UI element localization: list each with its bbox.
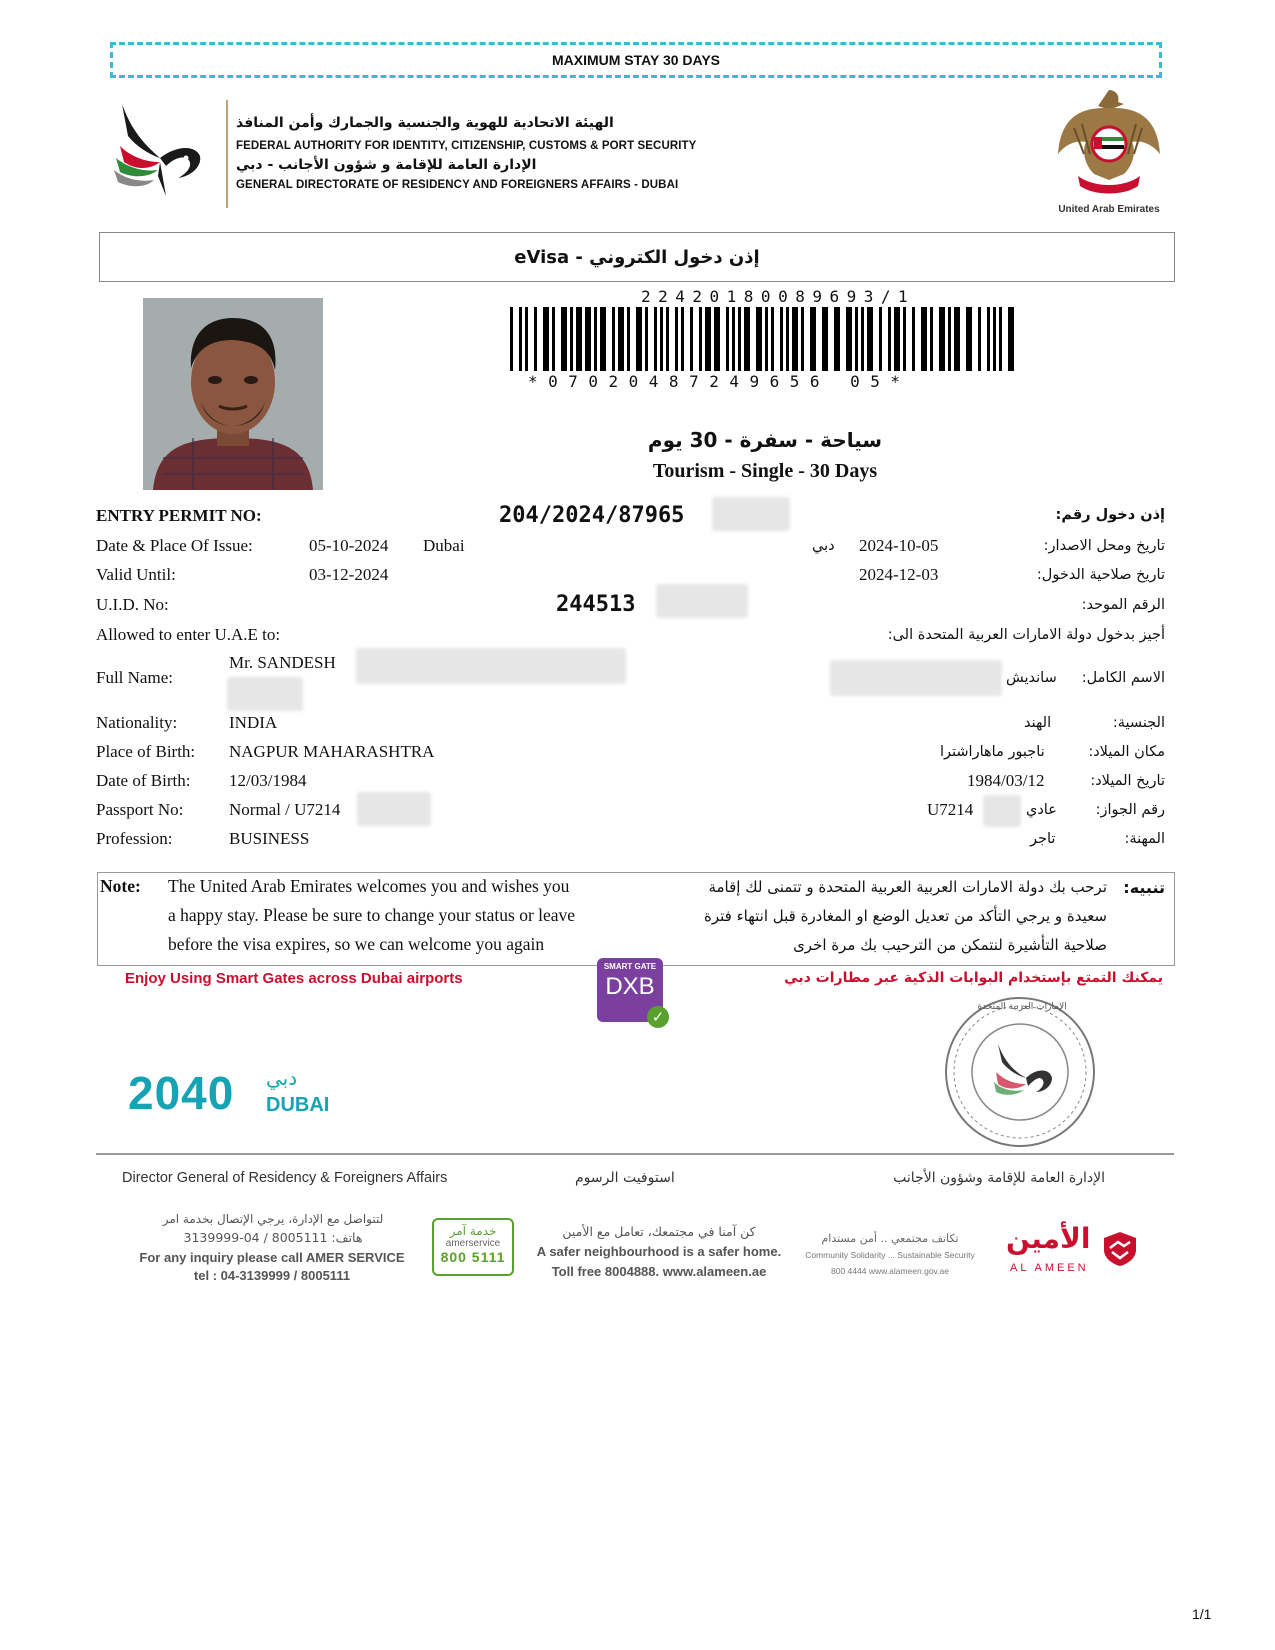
redaction	[357, 792, 431, 826]
director-general-label: Director General of Residency & Foreigners Affairs	[122, 1170, 448, 1186]
entry-permit-number: 204/2024/87965	[499, 503, 685, 528]
barcode-bar	[921, 307, 927, 371]
barcode-bar	[585, 307, 591, 371]
alameen-logo-ar: الأمين	[1006, 1222, 1091, 1255]
visa-type-en: Tourism - Single - 30 Days	[652, 460, 878, 482]
barcode-bar	[948, 307, 951, 371]
uae-emblem-icon	[1054, 84, 1164, 200]
redaction	[356, 648, 626, 684]
stamp-text: الإمارات العربية المتحدة	[977, 1002, 1067, 1012]
barcode-bar	[861, 307, 864, 371]
full-name-value-ar: سانديش	[1006, 670, 1057, 686]
note-ar-line: سعيدة و يرجي التأكد من تعديل الوضع او المغادرة قبل انتهاء فترة	[703, 907, 1107, 925]
amer-logo-en: amerservice	[445, 1238, 501, 1249]
nationality-label-ar: الجنسية:	[1112, 715, 1165, 731]
visa-type-ar: سياحة - سفرة - 30 يوم	[647, 428, 883, 452]
barcode-bar	[570, 307, 573, 371]
official-stamp	[942, 994, 1098, 1150]
note-en-line: a happy stay. Please be sure to change your status or leave	[168, 905, 576, 925]
max-stay-banner: MAXIMUM STAY 30 DAYS	[110, 42, 1162, 78]
barcode-bar	[939, 307, 945, 371]
full-name-label-ar: الاسم الكامل:	[1081, 670, 1165, 686]
barcode-bar	[999, 307, 1002, 371]
barcode-bar	[993, 307, 996, 371]
passport-type-ar: عادي	[1026, 802, 1057, 818]
barcode-bar	[612, 307, 615, 371]
issue-date-ar: 2024-10-05	[859, 536, 939, 555]
full-name-label: Full Name:	[96, 668, 173, 687]
amer-service-logo	[432, 1218, 514, 1276]
barcode-bar	[744, 307, 750, 371]
birth-place-label: Place of Birth:	[96, 742, 196, 761]
redaction	[656, 584, 748, 618]
entry-permit-label-ar: إذن دخول رقم:	[1055, 507, 1165, 523]
barcode-bar	[627, 307, 630, 371]
barcode-bar	[675, 307, 678, 371]
uid-number: 244513	[556, 592, 636, 617]
alameen-en-line1: A safer neighbourhood is a safer home.	[536, 1244, 782, 1259]
nationality-label: Nationality:	[96, 713, 178, 732]
passport-number-ar: U7214	[927, 800, 974, 819]
header-ar-line2: الإدارة العامة للإقامة و شؤون الأجانب - دبي	[236, 157, 537, 173]
dob-value-ar: 1984/03/12	[967, 771, 1045, 790]
barcode-bar	[903, 307, 906, 371]
note-en-line: before the visa expires, so we can welcome you again	[168, 934, 545, 954]
barcode-bar	[618, 307, 624, 371]
alameen-logo-en: AL AMEEN	[1010, 1262, 1089, 1274]
dob-label-ar: تاريخ الميلاد:	[1090, 773, 1165, 789]
barcode-bar	[954, 307, 960, 371]
smart-gate-badge-top: SMART GATE	[603, 962, 657, 971]
barcode-bar	[855, 307, 858, 371]
barcode-bar	[732, 307, 735, 371]
redaction	[227, 677, 303, 711]
emblem-caption: United Arab Emirates	[1058, 204, 1160, 215]
barcode-bar	[738, 307, 741, 371]
barcode-bar	[510, 307, 513, 371]
barcode-bar	[699, 307, 702, 371]
alameen-en-line2: Toll free 8004888. www.alameen.ae	[551, 1264, 767, 1279]
note-ar-line: صلاحية التأشيرة لنتمكن من الترحيب بك مرة اخرى	[793, 936, 1107, 954]
smart-gates-en: Enjoy Using Smart Gates across Dubai airports	[125, 970, 463, 987]
valid-date-ar: 2024-12-03	[859, 565, 939, 584]
passport-label-ar: رقم الجواز:	[1095, 802, 1165, 818]
header-ar-line1: الهيئة الاتحادية للهوية والجنسية والجمارك وأمن المنافذ	[236, 115, 614, 131]
note-en-line: The United Arab Emirates welcomes you and wishes you	[168, 876, 570, 896]
barcode-bar	[543, 307, 549, 371]
barcode-bar	[930, 307, 933, 371]
note-label-ar: تنبيه:	[1123, 878, 1165, 897]
birth-place-value: NAGPUR MAHARASHTRA	[229, 742, 435, 761]
barcode-bar	[726, 307, 729, 371]
barcode-bar	[525, 307, 528, 371]
allowed-label: Allowed to enter U.A.E to:	[96, 625, 281, 644]
barcode-bar	[792, 307, 798, 371]
solidarity-ar: تكاتف مجتمعي .. أمن مستدام	[821, 1232, 959, 1245]
barcode-bar	[867, 307, 873, 371]
entry-permit-label: ENTRY PERMIT NO:	[96, 506, 262, 525]
dob-value: 12/03/1984	[229, 771, 307, 790]
issue-place-ar: دبي	[812, 538, 835, 554]
barcode-bar	[660, 307, 663, 371]
barcode-bar	[879, 307, 882, 371]
uid-label-ar: الرقم الموحد:	[1081, 597, 1165, 613]
dob-label: Date of Birth:	[96, 771, 191, 790]
issue-date: 05-10-2024	[309, 536, 389, 555]
barcode-bar	[810, 307, 816, 371]
valid-date: 03-12-2024	[309, 565, 389, 584]
barcode-bar	[519, 307, 522, 371]
barcode-bar	[822, 307, 828, 371]
barcode-bar	[771, 307, 774, 371]
header-en-line2: GENERAL DIRECTORATE OF RESIDENCY AND FOREIGNERS AFFAIRS - DUBAI	[236, 179, 679, 191]
uid-label: U.I.D. No:	[96, 595, 169, 614]
redaction	[983, 795, 1021, 827]
applicant-photo	[143, 298, 323, 490]
amer-ar-line1: لتتواصل مع الإدارة، يرجي الإتصال بخدمة امر	[162, 1212, 384, 1226]
issue-label: Date & Place Of Issue:	[96, 536, 253, 555]
smart-gates-ar: يمكنك التمتع بإستخدام البوابات الذكية عبر مطارات دبي	[784, 970, 1163, 986]
header-en-line1: FEDERAL AUTHORITY FOR IDENTITY, CITIZENSHIP, CUSTOMS & PORT SECURITY	[236, 140, 697, 152]
barcode-bar	[1008, 307, 1014, 371]
barcode-bar	[534, 307, 537, 371]
barcode-bar	[987, 307, 990, 371]
ica-falcon-logo	[100, 96, 220, 206]
directorate-label-ar: الإدارة العامة للإقامة وشؤون الأجانب	[893, 1170, 1105, 1186]
barcode-bar	[714, 307, 720, 371]
barcode-bar	[690, 307, 693, 371]
dubai-2040-number: 2040	[128, 1067, 235, 1119]
barcode-bar	[978, 307, 981, 371]
barcode-bar	[705, 307, 711, 371]
nationality-value: INDIA	[229, 713, 278, 732]
barcode-bar	[894, 307, 900, 371]
profession-label-ar: المهنة:	[1124, 831, 1165, 847]
barcode-bar	[594, 307, 597, 371]
barcode	[508, 307, 1018, 371]
barcode-bar	[654, 307, 657, 371]
barcode-top-number: 22420180089693/1	[641, 287, 916, 306]
barcode-bottom-number: *07020487249656 05*	[528, 372, 911, 391]
header-divider	[226, 100, 228, 208]
issue-label-ar: تاريخ ومحل الاصدار:	[1043, 538, 1165, 554]
barcode-bar	[756, 307, 762, 371]
barcode-bar	[834, 307, 840, 371]
barcode-bar	[912, 307, 915, 371]
barcode-bar	[552, 307, 555, 371]
fees-paid-label: استوفيت الرسوم	[575, 1170, 675, 1186]
barcode-bar	[786, 307, 789, 371]
note-ar-line: ترحب بك دولة الامارات العربية العربية المتحدة و تتمنى لك إقامة	[708, 878, 1107, 896]
smart-gate-dxb-badge	[597, 958, 665, 1026]
alameen-handshake-icon	[1100, 1228, 1140, 1268]
redaction	[830, 660, 1002, 696]
amer-en-line1: For any inquiry please call AMER SERVICE	[139, 1250, 405, 1265]
amer-logo-number: 800 5111	[440, 1249, 506, 1265]
birth-place-value-ar: ناجبور ماهاراشترا	[940, 744, 1045, 760]
barcode-bar	[780, 307, 783, 371]
amer-ar-line2: هاتف: 8005111 / 04-3139999	[183, 1230, 363, 1245]
passport-label: Passport No:	[96, 800, 184, 819]
amer-logo-ar: خدمة آمر	[449, 1224, 497, 1238]
barcode-bar	[966, 307, 972, 371]
barcode-bar	[576, 307, 582, 371]
signature-divider	[96, 1153, 1174, 1155]
solidarity-contact: 800 4444 www.alameen.gov.ae	[831, 1266, 949, 1276]
profession-value-ar: تاجر	[1030, 831, 1056, 847]
barcode-bar	[765, 307, 768, 371]
barcode-bar	[801, 307, 804, 371]
full-name-value: Mr. SANDESH	[229, 653, 336, 672]
birth-place-label-ar: مكان الميلاد:	[1088, 744, 1165, 760]
barcode-bar	[645, 307, 648, 371]
passport-value: Normal / U7214	[229, 800, 341, 819]
check-icon: ✓	[647, 1006, 669, 1028]
dubai-2040-en: DUBAI	[266, 1094, 330, 1116]
page-number: 1/1	[1192, 1606, 1212, 1622]
barcode-bar	[666, 307, 669, 371]
redaction	[712, 497, 790, 531]
nationality-value-ar: الهند	[1024, 715, 1052, 731]
note-label: Note:	[100, 876, 141, 896]
barcode-bar	[600, 307, 606, 371]
valid-label-ar: تاريخ صلاحية الدخول:	[1036, 567, 1165, 583]
barcode-bar	[681, 307, 684, 371]
dubai-2040-ar: دبي	[266, 1066, 298, 1090]
barcode-bar	[636, 307, 642, 371]
allowed-label-ar: أجيز بدخول دولة الامارات العربية المتحدة الى:	[887, 627, 1165, 643]
evisa-title: eVisa - إذن دخول الكتروني	[99, 232, 1175, 282]
alameen-ar: كن آمنا في مجتمعك، تعامل مع الأمين	[562, 1224, 756, 1239]
barcode-bar	[888, 307, 891, 371]
barcode-bar	[846, 307, 852, 371]
issue-place: Dubai	[423, 536, 465, 555]
profession-value: BUSINESS	[229, 829, 310, 848]
profession-label: Profession:	[96, 829, 173, 848]
smart-gate-badge-main: DXB	[605, 973, 655, 1000]
barcode-bar	[561, 307, 567, 371]
amer-en-line2: tel : 04-3139999 / 8005111	[193, 1268, 351, 1283]
solidarity-en: Community Solidarity ... Sustainable Security	[805, 1250, 975, 1260]
valid-label: Valid Until:	[96, 565, 176, 584]
